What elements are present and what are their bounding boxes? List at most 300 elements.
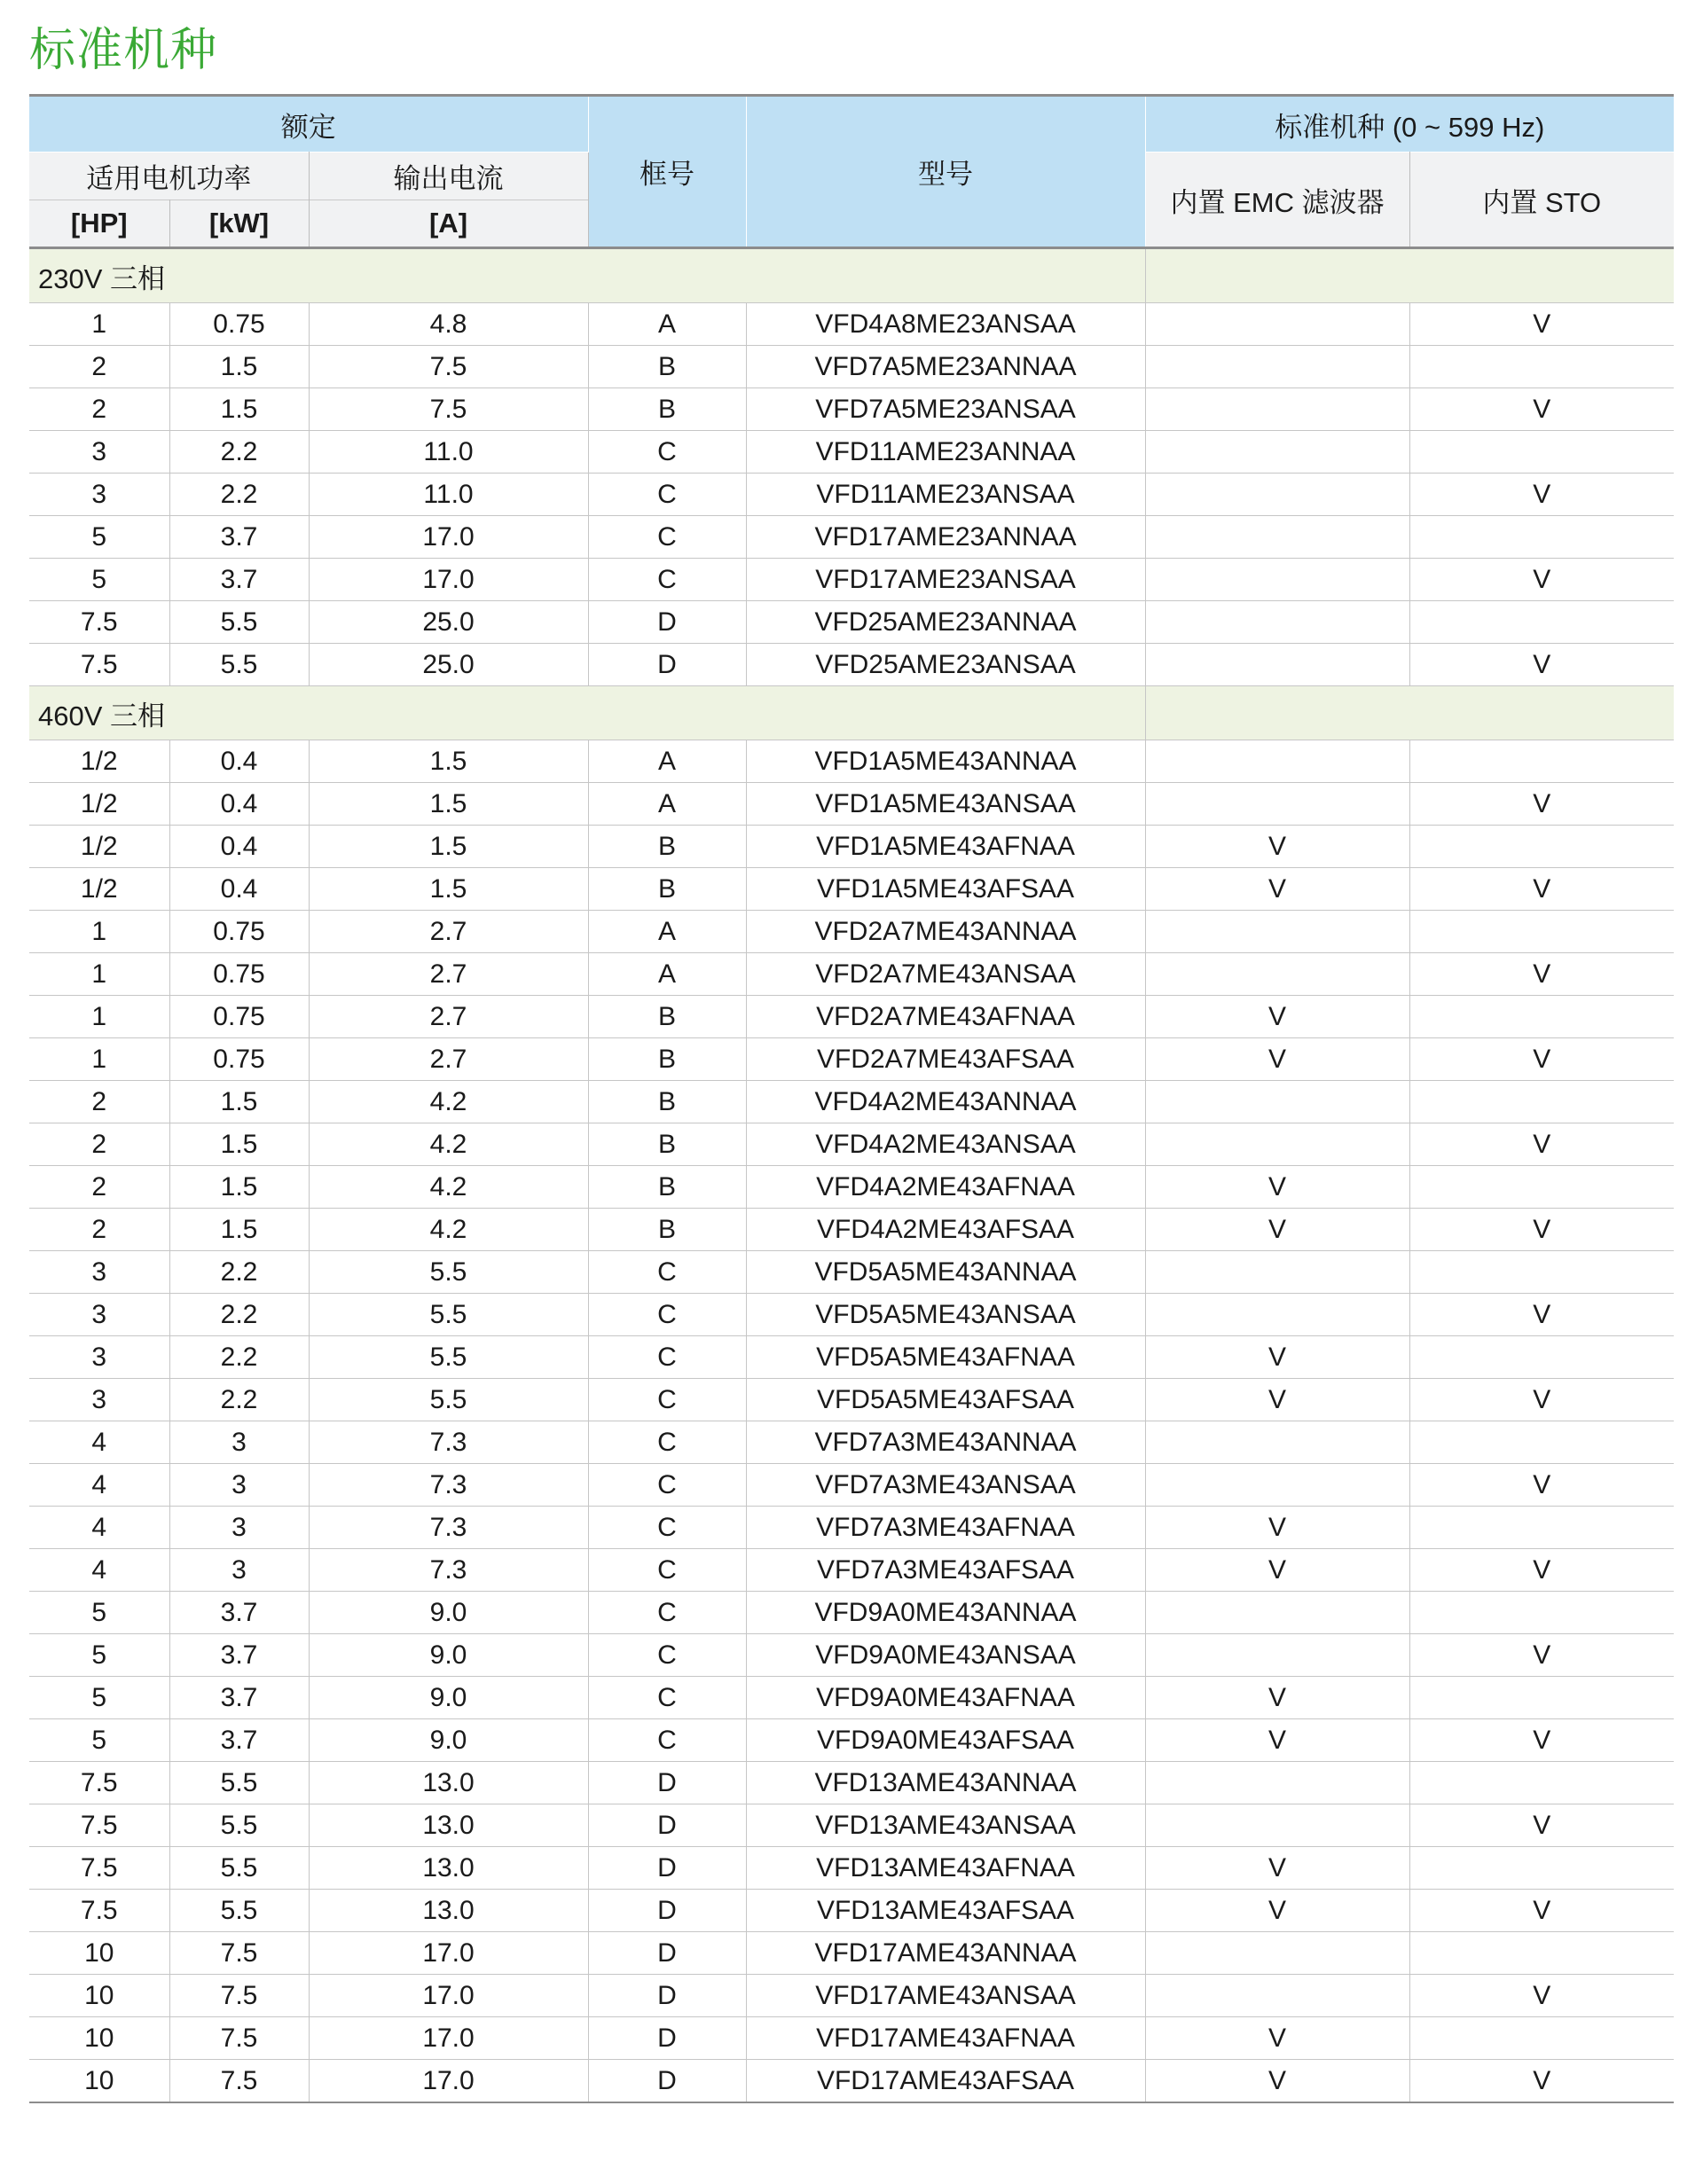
cell-frame: A <box>588 740 746 783</box>
cell-model: VFD25AME23ANNAA <box>746 601 1145 644</box>
header-motor-power: 适用电机功率 <box>29 153 309 200</box>
cell-current: 1.5 <box>309 740 588 783</box>
cell-model: VFD7A3ME43AFNAA <box>746 1507 1145 1549</box>
cell-hp: 3 <box>29 431 169 474</box>
cell-current: 25.0 <box>309 601 588 644</box>
cell-kw: 0.75 <box>169 953 309 996</box>
header-unit-a: [A] <box>309 200 588 248</box>
cell-emc <box>1145 1975 1409 2017</box>
cell-frame: D <box>588 601 746 644</box>
cell-sto: V <box>1409 2060 1674 2103</box>
cell-kw: 0.4 <box>169 740 309 783</box>
cell-kw: 3.7 <box>169 1677 309 1719</box>
header-frame: 框号 <box>588 96 746 248</box>
table-row <box>29 346 1674 388</box>
cell-sto <box>1409 431 1674 474</box>
section-row <box>29 686 1674 740</box>
cell-hp: 2 <box>29 388 169 431</box>
cell-current: 4.8 <box>309 303 588 346</box>
cell-hp: 3 <box>29 1251 169 1294</box>
cell-sto: V <box>1409 1379 1674 1421</box>
cell-sto: V <box>1409 783 1674 826</box>
cell-hp: 2 <box>29 346 169 388</box>
cell-sto <box>1409 1336 1674 1379</box>
cell-sto: V <box>1409 644 1674 686</box>
cell-model: VFD17AME43ANNAA <box>746 1932 1145 1975</box>
cell-hp: 5 <box>29 1677 169 1719</box>
cell-emc: V <box>1145 1038 1409 1081</box>
cell-hp: 7.5 <box>29 644 169 686</box>
cell-model: VFD17AME23ANSAA <box>746 559 1145 601</box>
cell-model: VFD4A2ME43ANNAA <box>746 1081 1145 1123</box>
cell-hp: 10 <box>29 1975 169 2017</box>
cell-sto <box>1409 1762 1674 1804</box>
cell-model: VFD17AME43ANSAA <box>746 1975 1145 2017</box>
cell-current: 5.5 <box>309 1251 588 1294</box>
cell-frame: D <box>588 2017 746 2060</box>
cell-kw: 5.5 <box>169 1762 309 1804</box>
cell-kw: 3.7 <box>169 559 309 601</box>
cell-kw: 7.5 <box>169 2060 309 2103</box>
cell-frame: D <box>588 2060 746 2103</box>
section-label-spacer <box>1145 686 1674 740</box>
cell-kw: 1.5 <box>169 1166 309 1209</box>
cell-kw: 5.5 <box>169 644 309 686</box>
cell-current: 4.2 <box>309 1081 588 1123</box>
cell-sto <box>1409 1677 1674 1719</box>
cell-model: VFD13AME43AFSAA <box>746 1890 1145 1932</box>
cell-frame: C <box>588 559 746 601</box>
cell-emc <box>1145 1294 1409 1336</box>
cell-model: VFD7A5ME23ANNAA <box>746 346 1145 388</box>
cell-hp: 5 <box>29 516 169 559</box>
cell-sto: V <box>1409 1719 1674 1762</box>
cell-frame: C <box>588 516 746 559</box>
cell-emc <box>1145 1464 1409 1507</box>
table-row <box>29 1166 1674 1209</box>
cell-emc: V <box>1145 1719 1409 1762</box>
cell-current: 13.0 <box>309 1890 588 1932</box>
cell-sto: V <box>1409 1294 1674 1336</box>
cell-sto <box>1409 1592 1674 1634</box>
cell-kw: 2.2 <box>169 474 309 516</box>
cell-current: 1.5 <box>309 826 588 868</box>
table-row <box>29 868 1674 911</box>
cell-sto <box>1409 911 1674 953</box>
cell-model: VFD7A3ME43ANNAA <box>746 1421 1145 1464</box>
cell-sto <box>1409 826 1674 868</box>
cell-emc: V <box>1145 1336 1409 1379</box>
cell-emc <box>1145 1762 1409 1804</box>
cell-kw: 7.5 <box>169 1932 309 1975</box>
cell-emc <box>1145 1421 1409 1464</box>
cell-kw: 0.4 <box>169 868 309 911</box>
table-row <box>29 1592 1674 1634</box>
cell-frame: A <box>588 911 746 953</box>
cell-sto: V <box>1409 1634 1674 1677</box>
cell-hp: 1 <box>29 911 169 953</box>
cell-frame: C <box>588 1677 746 1719</box>
cell-kw: 5.5 <box>169 1890 309 1932</box>
cell-hp: 10 <box>29 2060 169 2103</box>
cell-current: 11.0 <box>309 431 588 474</box>
cell-frame: C <box>588 1592 746 1634</box>
cell-current: 4.2 <box>309 1123 588 1166</box>
cell-current: 7.5 <box>309 346 588 388</box>
cell-emc <box>1145 346 1409 388</box>
cell-kw: 3 <box>169 1507 309 1549</box>
cell-sto: V <box>1409 1123 1674 1166</box>
cell-kw: 5.5 <box>169 1847 309 1890</box>
table-row <box>29 1932 1674 1975</box>
cell-frame: D <box>588 1975 746 2017</box>
cell-current: 2.7 <box>309 953 588 996</box>
table-row <box>29 1123 1674 1166</box>
cell-sto <box>1409 1932 1674 1975</box>
cell-emc: V <box>1145 2017 1409 2060</box>
cell-sto <box>1409 2017 1674 2060</box>
table-row <box>29 1464 1674 1507</box>
cell-kw: 3.7 <box>169 516 309 559</box>
cell-frame: B <box>588 1081 746 1123</box>
cell-sto: V <box>1409 1890 1674 1932</box>
cell-model: VFD5A5ME43ANSAA <box>746 1294 1145 1336</box>
cell-current: 7.3 <box>309 1464 588 1507</box>
cell-model: VFD25AME23ANSAA <box>746 644 1145 686</box>
cell-frame: A <box>588 953 746 996</box>
cell-hp: 5 <box>29 1719 169 1762</box>
cell-frame: C <box>588 1464 746 1507</box>
cell-model: VFD11AME23ANNAA <box>746 431 1145 474</box>
cell-frame: D <box>588 1890 746 1932</box>
cell-hp: 7.5 <box>29 1762 169 1804</box>
cell-current: 9.0 <box>309 1677 588 1719</box>
cell-frame: B <box>588 826 746 868</box>
cell-emc <box>1145 431 1409 474</box>
cell-current: 5.5 <box>309 1379 588 1421</box>
cell-current: 2.7 <box>309 1038 588 1081</box>
cell-sto <box>1409 996 1674 1038</box>
cell-frame: C <box>588 1549 746 1592</box>
table-row <box>29 996 1674 1038</box>
cell-model: VFD17AME23ANNAA <box>746 516 1145 559</box>
cell-model: VFD7A5ME23ANSAA <box>746 388 1145 431</box>
cell-sto <box>1409 740 1674 783</box>
cell-hp: 7.5 <box>29 1847 169 1890</box>
cell-emc <box>1145 303 1409 346</box>
cell-current: 9.0 <box>309 1719 588 1762</box>
table-row <box>29 431 1674 474</box>
cell-current: 2.7 <box>309 911 588 953</box>
cell-emc: V <box>1145 1166 1409 1209</box>
cell-emc <box>1145 740 1409 783</box>
table-row <box>29 474 1674 516</box>
header-rating: 额定 <box>29 96 588 153</box>
cell-model: VFD4A2ME43AFSAA <box>746 1209 1145 1251</box>
cell-sto: V <box>1409 1549 1674 1592</box>
cell-kw: 2.2 <box>169 1251 309 1294</box>
cell-kw: 1.5 <box>169 1081 309 1123</box>
cell-sto: V <box>1409 1038 1674 1081</box>
cell-current: 17.0 <box>309 2017 588 2060</box>
table-row <box>29 740 1674 783</box>
cell-model: VFD9A0ME43AFNAA <box>746 1677 1145 1719</box>
cell-sto: V <box>1409 559 1674 601</box>
table-row <box>29 2017 1674 2060</box>
cell-hp: 7.5 <box>29 1804 169 1847</box>
cell-emc: V <box>1145 1677 1409 1719</box>
cell-emc <box>1145 783 1409 826</box>
cell-emc <box>1145 388 1409 431</box>
table-row <box>29 1847 1674 1890</box>
cell-model: VFD17AME43AFNAA <box>746 2017 1145 2060</box>
cell-frame: D <box>588 1762 746 1804</box>
cell-emc: V <box>1145 1209 1409 1251</box>
cell-kw: 1.5 <box>169 1209 309 1251</box>
cell-sto <box>1409 346 1674 388</box>
cell-model: VFD13AME43ANNAA <box>746 1762 1145 1804</box>
cell-model: VFD17AME43AFSAA <box>746 2060 1145 2103</box>
cell-frame: C <box>588 1379 746 1421</box>
cell-sto <box>1409 1166 1674 1209</box>
table-row <box>29 1421 1674 1464</box>
cell-frame: B <box>588 346 746 388</box>
cell-emc <box>1145 911 1409 953</box>
cell-current: 5.5 <box>309 1336 588 1379</box>
header-emc: 内置 EMC 滤波器 <box>1145 153 1409 248</box>
cell-emc <box>1145 1592 1409 1634</box>
cell-hp: 2 <box>29 1209 169 1251</box>
cell-current: 11.0 <box>309 474 588 516</box>
cell-kw: 7.5 <box>169 1975 309 2017</box>
header-unit-hp: [HP] <box>29 200 169 248</box>
cell-current: 5.5 <box>309 1294 588 1336</box>
cell-current: 17.0 <box>309 516 588 559</box>
cell-hp: 10 <box>29 1932 169 1975</box>
table-row <box>29 1549 1674 1592</box>
cell-frame: C <box>588 1294 746 1336</box>
cell-model: VFD5A5ME43AFSAA <box>746 1379 1145 1421</box>
cell-current: 7.5 <box>309 388 588 431</box>
cell-sto <box>1409 601 1674 644</box>
cell-emc: V <box>1145 1379 1409 1421</box>
cell-emc: V <box>1145 996 1409 1038</box>
cell-emc <box>1145 644 1409 686</box>
header-sto: 内置 STO <box>1409 153 1674 248</box>
section-row <box>29 248 1674 303</box>
cell-frame: C <box>588 1251 746 1294</box>
cell-hp: 4 <box>29 1421 169 1464</box>
cell-current: 13.0 <box>309 1762 588 1804</box>
section-label-spacer <box>1145 248 1674 303</box>
cell-emc <box>1145 559 1409 601</box>
cell-current: 9.0 <box>309 1634 588 1677</box>
cell-sto: V <box>1409 303 1674 346</box>
header-standard: 标准机种 (0 ~ 599 Hz) <box>1145 96 1674 153</box>
cell-frame: B <box>588 1123 746 1166</box>
cell-model: VFD5A5ME43AFNAA <box>746 1336 1145 1379</box>
table-row <box>29 1038 1674 1081</box>
cell-emc: V <box>1145 2060 1409 2103</box>
cell-kw: 0.75 <box>169 303 309 346</box>
cell-model: VFD1A5ME43AFSAA <box>746 868 1145 911</box>
cell-model: VFD1A5ME43ANSAA <box>746 783 1145 826</box>
cell-model: VFD7A3ME43AFSAA <box>746 1549 1145 1592</box>
cell-hp: 1 <box>29 1038 169 1081</box>
cell-hp: 1 <box>29 303 169 346</box>
cell-current: 1.5 <box>309 868 588 911</box>
cell-hp: 10 <box>29 2017 169 2060</box>
cell-hp: 5 <box>29 1592 169 1634</box>
header-output-current: 输出电流 <box>309 153 588 200</box>
table-row <box>29 953 1674 996</box>
cell-kw: 2.2 <box>169 1379 309 1421</box>
cell-emc: V <box>1145 1549 1409 1592</box>
cell-hp: 4 <box>29 1507 169 1549</box>
cell-emc <box>1145 474 1409 516</box>
cell-frame: B <box>588 996 746 1038</box>
cell-hp: 3 <box>29 1336 169 1379</box>
cell-kw: 5.5 <box>169 1804 309 1847</box>
model-spec-table <box>29 94 1674 2103</box>
cell-frame: B <box>588 1166 746 1209</box>
cell-current: 4.2 <box>309 1209 588 1251</box>
cell-frame: D <box>588 1804 746 1847</box>
cell-kw: 0.4 <box>169 783 309 826</box>
table-row <box>29 644 1674 686</box>
cell-model: VFD2A7ME43ANNAA <box>746 911 1145 953</box>
cell-frame: B <box>588 388 746 431</box>
table-body <box>29 248 1674 2103</box>
cell-frame: C <box>588 474 746 516</box>
cell-emc <box>1145 601 1409 644</box>
cell-kw: 2.2 <box>169 1294 309 1336</box>
cell-frame: C <box>588 1719 746 1762</box>
table-header <box>29 96 1674 248</box>
cell-emc: V <box>1145 826 1409 868</box>
cell-model: VFD4A8ME23ANSAA <box>746 303 1145 346</box>
cell-emc <box>1145 1804 1409 1847</box>
cell-sto: V <box>1409 1464 1674 1507</box>
cell-frame: B <box>588 1209 746 1251</box>
cell-sto: V <box>1409 953 1674 996</box>
cell-kw: 3.7 <box>169 1592 309 1634</box>
cell-model: VFD4A2ME43AFNAA <box>746 1166 1145 1209</box>
table-row <box>29 1507 1674 1549</box>
page-title: 标准机种 <box>29 24 218 77</box>
cell-current: 7.3 <box>309 1507 588 1549</box>
cell-kw: 3 <box>169 1421 309 1464</box>
cell-model: VFD9A0ME43ANNAA <box>746 1592 1145 1634</box>
table-row <box>29 303 1674 346</box>
cell-hp: 1/2 <box>29 868 169 911</box>
table-row <box>29 826 1674 868</box>
cell-sto: V <box>1409 1804 1674 1847</box>
cell-current: 4.2 <box>309 1166 588 1209</box>
table-row <box>29 911 1674 953</box>
cell-frame: A <box>588 303 746 346</box>
cell-kw: 3.7 <box>169 1719 309 1762</box>
cell-sto <box>1409 1421 1674 1464</box>
cell-model: VFD1A5ME43ANNAA <box>746 740 1145 783</box>
table-row <box>29 1677 1674 1719</box>
cell-emc <box>1145 1081 1409 1123</box>
cell-current: 1.5 <box>309 783 588 826</box>
cell-current: 13.0 <box>309 1847 588 1890</box>
table-row <box>29 601 1674 644</box>
table-row <box>29 1209 1674 1251</box>
cell-hp: 2 <box>29 1081 169 1123</box>
cell-hp: 1 <box>29 996 169 1038</box>
cell-emc <box>1145 516 1409 559</box>
cell-hp: 3 <box>29 474 169 516</box>
cell-emc <box>1145 1251 1409 1294</box>
cell-frame: D <box>588 1847 746 1890</box>
cell-model: VFD13AME43ANSAA <box>746 1804 1145 1847</box>
table-row <box>29 1336 1674 1379</box>
cell-emc <box>1145 1932 1409 1975</box>
cell-hp: 4 <box>29 1464 169 1507</box>
cell-hp: 7.5 <box>29 1890 169 1932</box>
cell-emc <box>1145 953 1409 996</box>
cell-kw: 0.75 <box>169 911 309 953</box>
cell-hp: 1 <box>29 953 169 996</box>
cell-frame: C <box>588 1634 746 1677</box>
cell-kw: 0.75 <box>169 1038 309 1081</box>
cell-kw: 1.5 <box>169 346 309 388</box>
cell-hp: 1/2 <box>29 783 169 826</box>
cell-hp: 2 <box>29 1166 169 1209</box>
section-label: 460V 三相 <box>29 686 1145 740</box>
cell-kw: 1.5 <box>169 1123 309 1166</box>
table-row <box>29 2060 1674 2103</box>
cell-sto <box>1409 516 1674 559</box>
cell-sto <box>1409 1251 1674 1294</box>
cell-frame: D <box>588 644 746 686</box>
cell-model: VFD7A3ME43ANSAA <box>746 1464 1145 1507</box>
cell-kw: 2.2 <box>169 431 309 474</box>
cell-current: 17.0 <box>309 1975 588 2017</box>
cell-current: 7.3 <box>309 1549 588 1592</box>
cell-sto: V <box>1409 868 1674 911</box>
cell-emc: V <box>1145 868 1409 911</box>
table-row <box>29 1379 1674 1421</box>
cell-frame: C <box>588 1507 746 1549</box>
table-row <box>29 1634 1674 1677</box>
cell-frame: C <box>588 1336 746 1379</box>
cell-current: 17.0 <box>309 2060 588 2103</box>
cell-model: VFD1A5ME43AFNAA <box>746 826 1145 868</box>
cell-frame: A <box>588 783 746 826</box>
cell-model: VFD13AME43AFNAA <box>746 1847 1145 1890</box>
cell-emc: V <box>1145 1847 1409 1890</box>
cell-kw: 0.75 <box>169 996 309 1038</box>
cell-hp: 3 <box>29 1294 169 1336</box>
cell-hp: 4 <box>29 1549 169 1592</box>
table-row <box>29 1762 1674 1804</box>
cell-current: 9.0 <box>309 1592 588 1634</box>
cell-kw: 3.7 <box>169 1634 309 1677</box>
cell-model: VFD2A7ME43ANSAA <box>746 953 1145 996</box>
table-row <box>29 1251 1674 1294</box>
cell-model: VFD11AME23ANSAA <box>746 474 1145 516</box>
cell-frame: D <box>588 1932 746 1975</box>
cell-frame: C <box>588 431 746 474</box>
cell-sto <box>1409 1081 1674 1123</box>
cell-hp: 1/2 <box>29 740 169 783</box>
cell-hp: 3 <box>29 1379 169 1421</box>
table-row <box>29 559 1674 601</box>
